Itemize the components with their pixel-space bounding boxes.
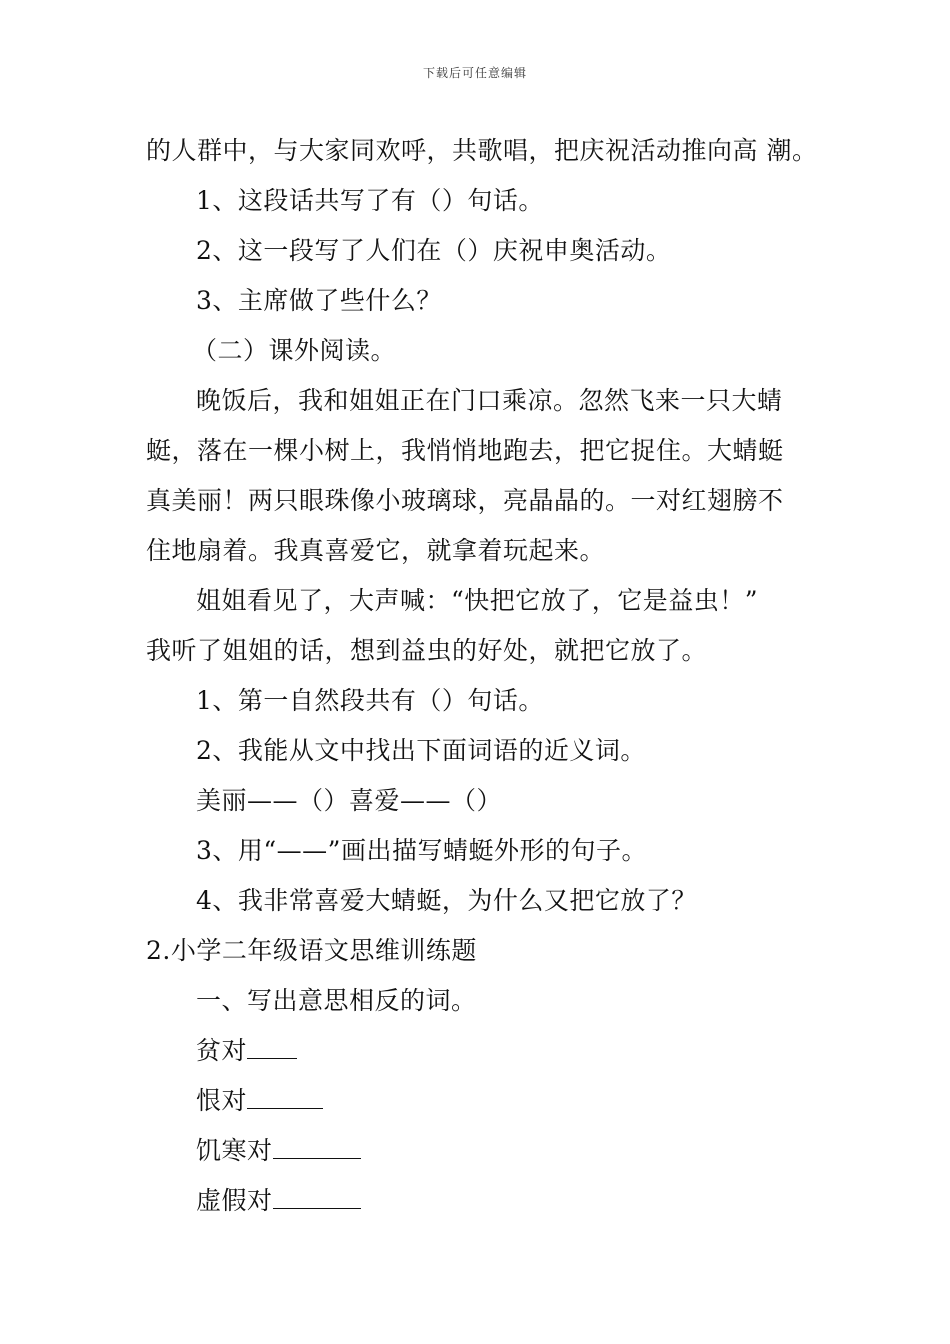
text-line: 的人群中，与大家同欢呼，共歌唱，把庆祝活动推向高 潮。 [146,136,818,165]
answer-blank[interactable] [273,1194,361,1209]
answer-blank[interactable] [247,1044,297,1059]
antonym-word: 饥寒对 [196,1136,273,1165]
antonym-word: 恨对 [196,1086,248,1115]
paragraph-line: 晚饭后，我和姐姐正在门口乘凉。忽然飞来一只大蜻 [196,386,783,415]
paragraph-line: 姐姐看见了，大声喊：“快把它放了，它是益虫！” [196,586,759,615]
question-1: 1、这段话共写了有（）句话。 [196,186,544,215]
question-4: 4、我非常喜爱大蜻蜓，为什么又把它放了？ [196,886,697,915]
section-heading: （二）课外阅读。 [192,336,397,365]
question-3: 3、用“——”画出描写蜻蜓外形的句子。 [196,836,647,865]
antonym-item [146,1076,826,1126]
antonym-item [146,1026,826,1076]
antonym-item [146,1126,826,1176]
antonym-word: 贫对 [196,1036,248,1065]
exercise-heading: 一、写出意思相反的词。 [196,986,477,1015]
question-1: 1、第一自然段共有（）句话。 [196,686,544,715]
question-3: 3、主席做了些什么？ [196,286,442,315]
antonym-item [146,1176,826,1226]
page-header: 下载后可任意编辑 [422,66,527,80]
answer-blank[interactable] [273,1144,361,1159]
question-2: 2、我能从文中找出下面词语的近义词。 [196,736,646,765]
paragraph-line: 我听了姐姐的话，想到益虫的好处，就把它放了。 [146,636,708,665]
antonym-word: 虚假对 [196,1186,273,1215]
paragraph-line: 真美丽！两只眼珠像小玻璃球，亮晶晶的。一对红翅膀不 [146,486,784,515]
section-title: 2.小学二年级语文思维训练题 [146,936,477,965]
paragraph-line: 蜓，落在一棵小树上，我悄悄地跑去，把它捉住。大蜻蜓 [146,436,784,465]
answer-blank[interactable] [247,1094,323,1109]
paragraph-line: 住地扇着。我真喜爱它，就拿着玩起来。 [146,536,606,565]
document-body [146,126,826,1226]
synonym-line: 美丽——（）喜爱——（） [196,786,503,815]
question-2: 2、这一段写了人们在（）庆祝申奥活动。 [196,236,672,265]
